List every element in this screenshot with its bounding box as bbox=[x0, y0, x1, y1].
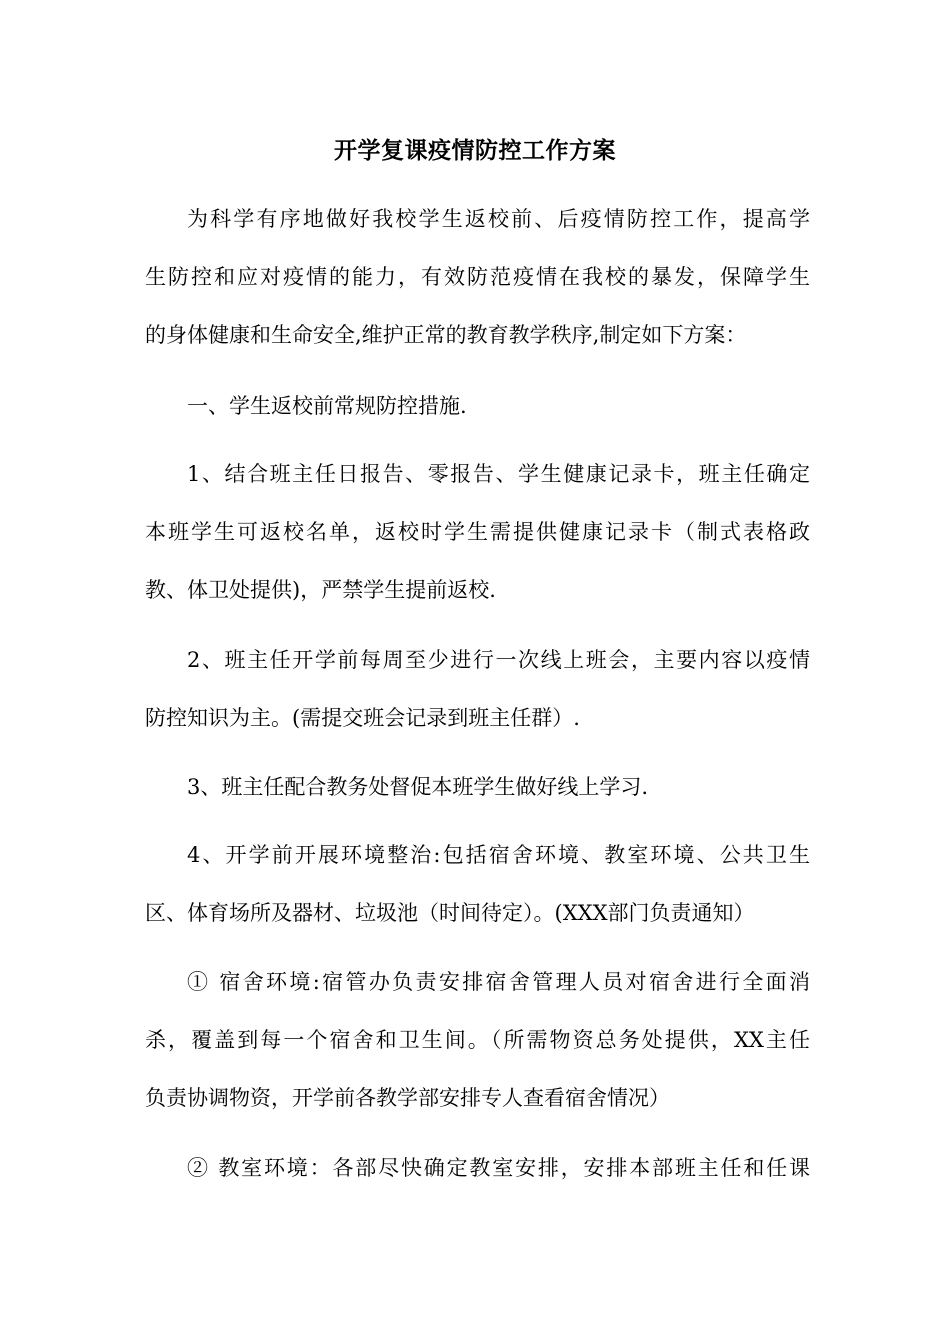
text-line: 负责协调物资，开学前各教学部安排专人查看宿舍情况） bbox=[145, 1086, 670, 1110]
text-line: 一、学生返校前常规防控措施. bbox=[187, 394, 467, 418]
text-line: ② 教室环境：各部尽快确定教室安排，安排本部班主任和任课 bbox=[187, 1156, 810, 1180]
text-line: 本班学生可返校名单，返校时学生需提供健康记录卡（制式表格政 bbox=[145, 520, 810, 544]
text-line: 教、体卫处提供)，严禁学生提前返校. bbox=[145, 578, 496, 602]
text-line: 1、结合班主任日报告、零报告、学生健康记录卡，班主任确定 bbox=[187, 462, 810, 486]
text-line: 生防控和应对疫情的能力，有效防范疫情在我校的暴发，保障学生 bbox=[145, 265, 810, 289]
text-line: 4、开学前开展环境整治:包括宿舍环境、教室环境、公共卫生 bbox=[187, 843, 810, 867]
paragraph-intro bbox=[145, 190, 810, 364]
paragraph-item-3 bbox=[145, 758, 810, 816]
paragraph-item-1 bbox=[145, 445, 810, 619]
text-line: 防控知识为主。(需提交班会记录到班主任群）. bbox=[145, 706, 580, 730]
document-title: 开学复课疫情防控工作方案 bbox=[334, 137, 616, 164]
paragraph-subitem-1 bbox=[145, 953, 810, 1127]
paragraph-item-2 bbox=[145, 631, 810, 747]
text-line: 2、班主任开学前每周至少进行一次线上班会，主要内容以疫情 bbox=[187, 648, 810, 672]
section-heading-1 bbox=[145, 377, 810, 435]
text-line: 为科学有序地做好我校学生返校前、后疫情防控工作，提高学 bbox=[187, 207, 810, 231]
paragraph-item-4 bbox=[145, 826, 810, 942]
text-line: 区、体育场所及器材、垃圾池（时间待定）。(XXX部门负责通知） bbox=[145, 901, 755, 925]
text-line: 的身体健康和生命安全,维护正常的教育教学秩序,制定如下方案： bbox=[145, 323, 747, 347]
text-line: ① 宿舍环境:宿管办负责安排宿舍管理人员对宿舍进行全面消 bbox=[187, 970, 810, 994]
text-line: 3、班主任配合教务处督促本班学生做好线上学习. bbox=[187, 775, 649, 799]
paragraph-subitem-2 bbox=[145, 1139, 810, 1197]
text-line: 杀，覆盖到每一个宿舍和卫生间。（所需物资总务处提供，XX主任 bbox=[145, 1028, 810, 1052]
